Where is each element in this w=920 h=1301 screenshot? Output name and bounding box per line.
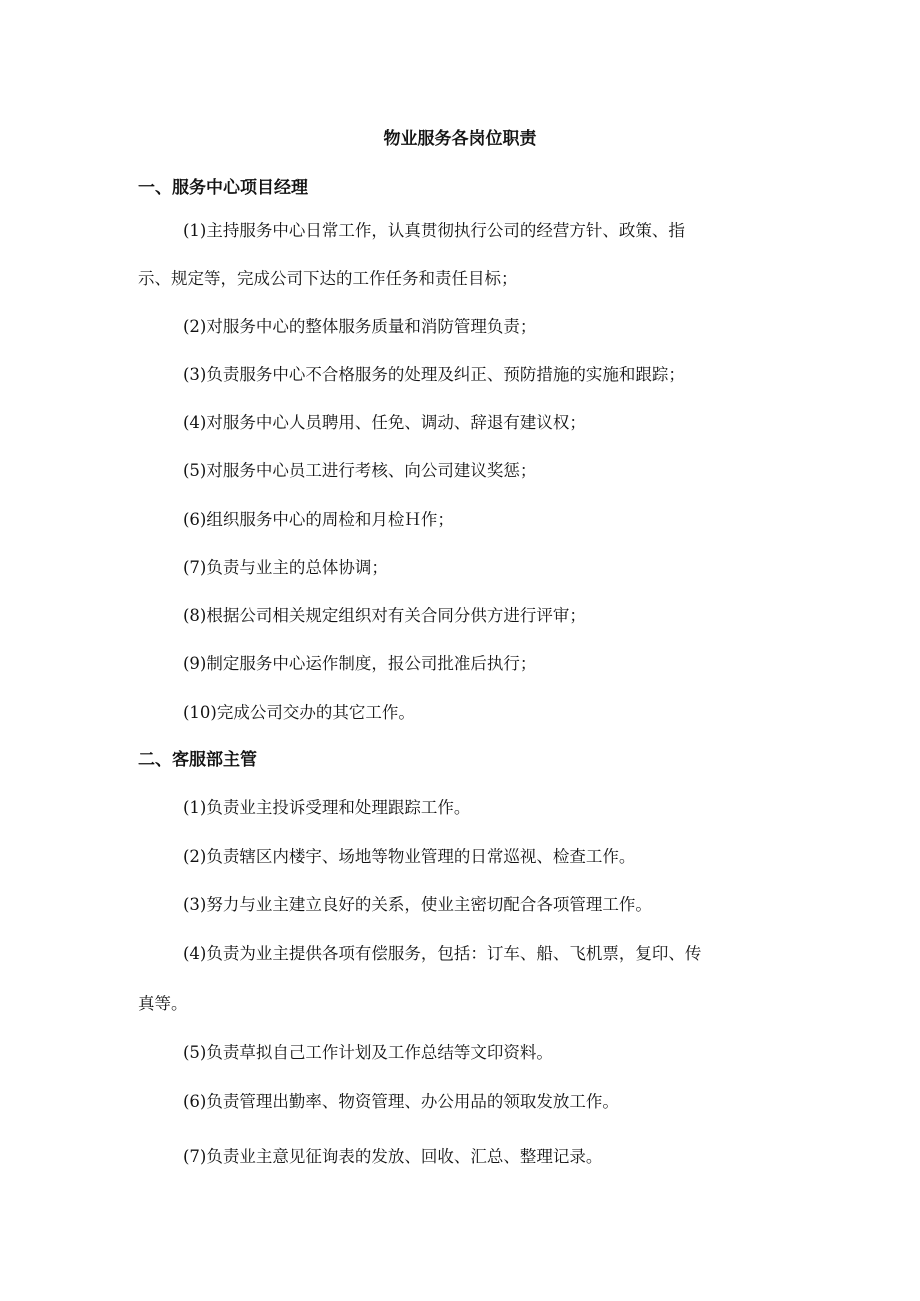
list-item-continuation: 真等。 [138,994,188,1013]
list-item: (5)对服务中心员工进行考核、向公司建议奖惩； [183,461,537,480]
list-item: (7)负责业主意见征询表的发放、回收、汇总、整理记录。 [183,1147,603,1166]
list-item: (1)主持服务中心日常工作，认真贯彻执行公司的经营方针、政策、指 [183,221,685,240]
list-item: (3)负责服务中心不合格服务的处理及纠正、预防措施的实施和跟踪； [183,365,685,384]
list-item: (10)完成公司交办的其它工作。 [183,703,415,722]
list-item: (4)负责为业主提供各项有偿服务，包括：订车、船、飞机票，复印、传 [183,944,702,963]
list-item: (5)负责草拟自己工作计划及工作总结等文印资料。 [183,1043,553,1062]
list-item: (2)对服务中心的整体服务质量和消防管理负责； [183,317,537,336]
section-heading-customer-service-supervisor: 二、客服部主管 [138,750,257,770]
list-item: (4)对服务中心人员聘用、任免、调动、辞退有建议权； [183,413,586,432]
section-heading-project-manager: 一、服务中心项目经理 [138,178,308,198]
list-item: (7)负责与业主的总体协调； [183,558,388,577]
list-item: (2)负责辖区内楼宇、场地等物业管理的日常巡视、检查工作。 [183,847,636,866]
list-item-continuation: 示、规定等，完成公司下达的工作任务和责任目标； [138,269,518,288]
document-title: 物业服务各岗位职责 [383,129,537,149]
list-item: (6)负责管理出勤率、物资管理、办公用品的领取发放工作。 [183,1092,619,1111]
list-item: (1)负责业主投诉受理和处理跟踪工作。 [183,798,471,817]
list-item: (3)努力与业主建立良好的关系，使业主密切配合各项管理工作。 [183,895,652,914]
list-item: (9)制定服务中心运作制度，报公司批准后执行； [183,654,537,673]
list-item: (8)根据公司相关规定组织对有关合同分供方进行评审； [183,606,586,625]
list-item: (6)组织服务中心的周检和月检Ｈ作； [183,510,454,529]
